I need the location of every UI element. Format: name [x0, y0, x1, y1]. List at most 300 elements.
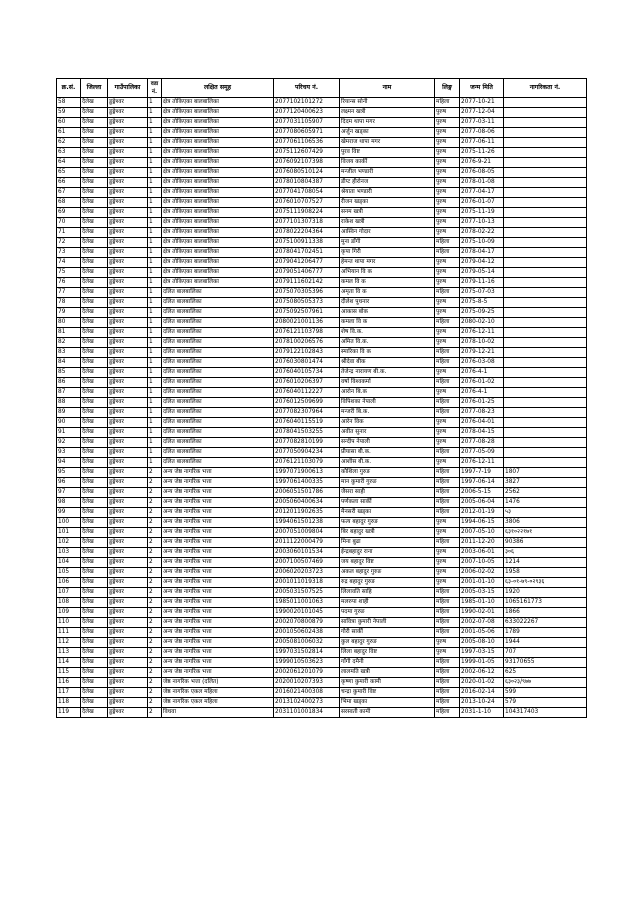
cell-sn: 83 — [57, 348, 81, 358]
cell-sn: 82 — [57, 338, 81, 348]
cell-ward: 1 — [148, 298, 162, 308]
cell-ward: 1 — [148, 98, 162, 108]
cell-gender: पुरुष — [435, 108, 460, 118]
cell-dob: 1990-02-01 — [460, 608, 504, 618]
cell-name: लालमति खत्री — [340, 668, 435, 678]
cell-municipality: डुङ्गेश्वर — [108, 258, 148, 268]
cell-target-group: दलित बालबालिका — [162, 458, 274, 468]
cell-sn: 88 — [57, 398, 81, 408]
cell-gender: पुरुष — [435, 308, 460, 318]
cell-ward: 1 — [148, 448, 162, 458]
cell-target-group: क्षेत्र तोकिएका बालबालिका — [162, 238, 274, 248]
cell-district: दैलेख — [81, 298, 108, 308]
cell-dob: 2005-03-15 — [460, 588, 504, 598]
cell-name: राकेश खत्री — [340, 218, 435, 228]
cell-name: वर्षा विश्वकर्मा — [340, 378, 435, 388]
cell-target-group: अन्य जेष्ठ नागरिक भत्ता — [162, 568, 274, 578]
table-row — [57, 138, 587, 148]
cell-dob: 2077-10-13 — [460, 218, 504, 228]
cell-ward: 2 — [148, 688, 162, 698]
cell-dob: 2031-1-10 — [460, 708, 504, 718]
table-row — [57, 358, 587, 368]
cell-district: दैलेख — [81, 558, 108, 568]
cell-dob: 2075-10-09 — [460, 238, 504, 248]
table-row — [57, 298, 587, 308]
cell-dob: 2006-02-02 — [460, 568, 504, 578]
cell-sn: 113 — [57, 648, 81, 658]
cell-name: श्रेयाता भण्डारी — [340, 188, 435, 198]
cell-id-no: 2007051009804 — [274, 528, 340, 538]
cell-citizenship: 3827 — [504, 478, 587, 488]
cell-district: दैलेख — [81, 618, 108, 628]
table-row — [57, 698, 587, 708]
cell-municipality: डुङ्गेश्वर — [108, 658, 148, 668]
cell-municipality: डुङ्गेश्वर — [108, 418, 148, 428]
cell-gender: पुरुष — [435, 188, 460, 198]
header-citizenship: नागरिकता नं. — [504, 79, 587, 98]
cell-gender: पुरुष — [435, 278, 460, 288]
cell-target-group: दलित बालबालिका — [162, 408, 274, 418]
cell-id-no: 2006020203723 — [274, 568, 340, 578]
cell-sn: 93 — [57, 448, 81, 458]
cell-citizenship — [504, 298, 587, 308]
cell-target-group: अन्य जेष्ठ नागरिक भत्ता — [162, 468, 274, 478]
cell-gender: महिला — [435, 668, 460, 678]
cell-id-no: 2077031105907 — [274, 118, 340, 128]
cell-target-group: क्षेत्र तोकिएका बालबालिका — [162, 268, 274, 278]
cell-municipality: डुङ्गेश्वर — [108, 98, 148, 108]
cell-id-no: 2076040112227 — [274, 388, 340, 398]
cell-citizenship — [504, 238, 587, 248]
cell-name: स्मारिका वि क — [340, 348, 435, 358]
cell-ward: 2 — [148, 468, 162, 478]
cell-dob: 2011-12-20 — [460, 538, 504, 548]
cell-citizenship: 2562 — [504, 488, 587, 498]
cell-citizenship: 1958 — [504, 568, 587, 578]
header-sn: क्र.सं. — [57, 79, 81, 98]
table-row — [57, 248, 587, 258]
cell-sn: 100 — [57, 518, 81, 528]
cell-municipality: डुङ्गेश्वर — [108, 148, 148, 158]
cell-citizenship — [504, 358, 587, 368]
cell-sn: 58 — [57, 98, 81, 108]
cell-citizenship — [504, 98, 587, 108]
cell-municipality: डुङ्गेश्वर — [108, 208, 148, 218]
table-header-row — [57, 79, 587, 98]
cell-dob: 2077-05-09 — [460, 448, 504, 458]
cell-citizenship — [504, 278, 587, 288]
cell-sn: 59 — [57, 108, 81, 118]
cell-target-group: क्षेत्र तोकिएका बालबालिका — [162, 258, 274, 268]
cell-id-no: 2001050602438 — [274, 628, 340, 638]
cell-citizenship — [504, 328, 587, 338]
cell-district: दैलेख — [81, 678, 108, 688]
cell-target-group: क्षेत्र तोकिएका बालबालिका — [162, 228, 274, 238]
cell-ward: 1 — [148, 458, 162, 468]
cell-district: दैलेख — [81, 338, 108, 348]
cell-id-no: 2076080510124 — [274, 168, 340, 178]
table-row — [57, 158, 587, 168]
cell-district: दैलेख — [81, 698, 108, 708]
cell-dob: 2079-12-21 — [460, 348, 504, 358]
cell-municipality: डुङ्गेश्वर — [108, 118, 148, 128]
cell-sn: 99 — [57, 508, 81, 518]
cell-name: मैनसरी खड्का — [340, 508, 435, 518]
table-row — [57, 708, 587, 718]
table-row — [57, 568, 587, 578]
cell-id-no: 2080021001136 — [274, 318, 340, 328]
header-name: नाम — [340, 79, 435, 98]
header-ward: वडा नं. — [148, 79, 162, 98]
cell-gender: महिला — [435, 678, 460, 688]
cell-ward: 2 — [148, 628, 162, 638]
cell-name: जय बहादुर विष्ट — [340, 558, 435, 568]
cell-id-no: 2005081006032 — [274, 638, 340, 648]
cell-municipality: डुङ्गेश्वर — [108, 198, 148, 208]
cell-sn: 78 — [57, 298, 81, 308]
cell-district: दैलेख — [81, 388, 108, 398]
cell-sn: 101 — [57, 528, 81, 538]
cell-ward: 2 — [148, 698, 162, 708]
cell-dob: 2077-08-28 — [460, 438, 504, 448]
cell-name: विपिशका नेपाली — [340, 398, 435, 408]
cell-municipality: डुङ्गेश्वर — [108, 218, 148, 228]
cell-target-group: अन्य जेष्ठ नागरिक भत्ता — [162, 658, 274, 668]
cell-id-no: 2012011902635 — [274, 508, 340, 518]
cell-district: दैलेख — [81, 668, 108, 678]
cell-gender: पुरुष — [435, 368, 460, 378]
cell-municipality: डुङ्गेश्वर — [108, 548, 148, 558]
cell-name: मलरुपा शाही — [340, 598, 435, 608]
table-row — [57, 638, 587, 648]
cell-id-no: 2076030801474 — [274, 358, 340, 368]
cell-target-group: अन्य जेष्ठ नागरिक भत्ता — [162, 628, 274, 638]
cell-name: गाँगी दमैनी — [340, 658, 435, 668]
cell-target-group: दलित बालबालिका — [162, 358, 274, 368]
cell-id-no: 2003060101534 — [274, 548, 340, 558]
table-row — [57, 418, 587, 428]
cell-target-group: अन्य जेष्ठ नागरिक भत्ता — [162, 618, 274, 628]
cell-citizenship — [504, 418, 587, 428]
cell-name: बिर बहादुर खत्री — [340, 528, 435, 538]
cell-ward: 1 — [148, 218, 162, 228]
cell-municipality: डुङ्गेश्वर — [108, 478, 148, 488]
cell-dob: 2020-01-02 — [460, 678, 504, 688]
cell-dob: 2079-05-14 — [460, 268, 504, 278]
cell-ward: 1 — [148, 348, 162, 358]
cell-district: दैलेख — [81, 488, 108, 498]
cell-gender: पुरुष — [435, 338, 460, 348]
cell-dob: 1985-01-10 — [460, 598, 504, 608]
cell-sn: 87 — [57, 388, 81, 398]
cell-municipality: डुङ्गेश्वर — [108, 158, 148, 168]
cell-target-group: दलित बालबालिका — [162, 418, 274, 428]
cell-dob: 2077-06-11 — [460, 138, 504, 148]
cell-name: लिलावति साहि — [340, 588, 435, 598]
cell-citizenship — [504, 178, 587, 188]
table-row — [57, 98, 587, 108]
cell-gender: पुरुष — [435, 438, 460, 448]
cell-municipality: डुङ्गेश्वर — [108, 668, 148, 678]
cell-name: मन्जील भण्डारी — [340, 168, 435, 178]
cell-district: दैलेख — [81, 128, 108, 138]
cell-ward: 1 — [148, 188, 162, 198]
cell-municipality: डुङ्गेश्वर — [108, 488, 148, 498]
cell-citizenship — [504, 458, 587, 468]
cell-dob: 2078-01-08 — [460, 178, 504, 188]
cell-id-no: 2002070800879 — [274, 618, 340, 628]
cell-municipality: डुङ्गेश्वर — [108, 508, 148, 518]
cell-target-group: दलित बालबालिका — [162, 448, 274, 458]
cell-gender: पुरुष — [435, 578, 460, 588]
table-row — [57, 548, 587, 558]
cell-dob: 2076-12-11 — [460, 458, 504, 468]
cell-citizenship: ५३ — [504, 508, 587, 518]
cell-gender: पुरुष — [435, 298, 460, 308]
table-row — [57, 538, 587, 548]
cell-target-group: क्षेत्र तोकिएका बालबालिका — [162, 208, 274, 218]
cell-ward: 2 — [148, 528, 162, 538]
cell-name: फत्य बहादुर गुरुङ — [340, 518, 435, 528]
cell-id-no: 2001011019318 — [274, 578, 340, 588]
table-row — [57, 458, 587, 468]
cell-ward: 2 — [148, 518, 162, 528]
cell-id-no: 1997061400335 — [274, 478, 340, 488]
cell-sn: 74 — [57, 258, 81, 268]
cell-citizenship: 1807 — [504, 468, 587, 478]
cell-name: आकास बोक — [340, 308, 435, 318]
cell-citizenship: 1944 — [504, 638, 587, 648]
table-row — [57, 598, 587, 608]
cell-sn: 102 — [57, 538, 81, 548]
cell-sn: 65 — [57, 168, 81, 178]
cell-municipality: डुङ्गेश्वर — [108, 278, 148, 288]
cell-citizenship — [504, 228, 587, 238]
cell-ward: 1 — [148, 108, 162, 118]
cell-id-no: 1997031502814 — [274, 648, 340, 658]
cell-sn: 62 — [57, 138, 81, 148]
cell-id-no: 2005031507525 — [274, 588, 340, 598]
cell-name: आस्विन गोदार — [340, 228, 435, 238]
cell-sn: 68 — [57, 198, 81, 208]
cell-name: पुरव विष्ट — [340, 148, 435, 158]
table-row — [57, 488, 587, 498]
cell-citizenship — [504, 338, 587, 348]
cell-district: दैलेख — [81, 498, 108, 508]
cell-district: दैलेख — [81, 98, 108, 108]
cell-sn: 72 — [57, 238, 81, 248]
cell-ward: 2 — [148, 668, 162, 678]
cell-sn: 119 — [57, 708, 81, 718]
cell-ward: 2 — [148, 598, 162, 608]
cell-citizenship — [504, 168, 587, 178]
cell-district: दैलेख — [81, 398, 108, 408]
cell-municipality: डुङ्गेश्वर — [108, 528, 148, 538]
cell-sn: 70 — [57, 218, 81, 228]
cell-municipality: डुङ्गेश्वर — [108, 298, 148, 308]
cell-target-group: अन्य जेष्ठ नागरिक भत्ता — [162, 598, 274, 608]
cell-id-no: 2013102400273 — [274, 698, 340, 708]
cell-sn: 104 — [57, 558, 81, 568]
cell-gender: पुरुष — [435, 638, 460, 648]
table-row — [57, 578, 587, 588]
cell-municipality: डुङ्गेश्वर — [108, 338, 148, 348]
cell-dob: 2078-10-02 — [460, 338, 504, 348]
cell-dob: 2076-01-07 — [460, 198, 504, 208]
cell-gender: महिला — [435, 538, 460, 548]
cell-gender: पुरुष — [435, 388, 460, 398]
cell-district: दैलेख — [81, 688, 108, 698]
cell-dob: 2016-02-14 — [460, 688, 504, 698]
cell-ward: 2 — [148, 538, 162, 548]
cell-citizenship — [504, 368, 587, 378]
cell-id-no: 2077061106536 — [274, 138, 340, 148]
cell-sn: 66 — [57, 178, 81, 188]
cell-district: दैलेख — [81, 658, 108, 668]
cell-ward: 2 — [148, 648, 162, 658]
cell-sn: 79 — [57, 308, 81, 318]
cell-sn: 95 — [57, 468, 81, 478]
cell-gender: पुरुष — [435, 548, 460, 558]
cell-id-no: 2076012509699 — [274, 398, 340, 408]
cell-target-group: क्षेत्र तोकिएका बालबालिका — [162, 218, 274, 228]
cell-ward: 1 — [148, 138, 162, 148]
cell-citizenship — [504, 208, 587, 218]
table-row — [57, 468, 587, 478]
cell-district: दैलेख — [81, 448, 108, 458]
cell-municipality: डुङ्गेश्वर — [108, 388, 148, 398]
cell-citizenship — [504, 158, 587, 168]
cell-ward: 1 — [148, 418, 162, 428]
cell-citizenship — [504, 268, 587, 278]
cell-district: दैलेख — [81, 358, 108, 368]
cell-dob: 2075-11-19 — [460, 208, 504, 218]
cell-name: विजय कार्की — [340, 158, 435, 168]
cell-id-no: 2077101307318 — [274, 218, 340, 228]
cell-district: दैलेख — [81, 178, 108, 188]
cell-ward: 1 — [148, 198, 162, 208]
cell-district: दैलेख — [81, 588, 108, 598]
header-dob: जन्म मिति — [460, 79, 504, 98]
table-row — [57, 408, 587, 418]
cell-sn: 110 — [57, 618, 81, 628]
cell-gender: पुरुष — [435, 258, 460, 268]
cell-district: दैलेख — [81, 538, 108, 548]
cell-district: दैलेख — [81, 508, 108, 518]
cell-name: सरस्वती कामी — [340, 708, 435, 718]
table-row — [57, 108, 587, 118]
cell-municipality: डुङ्गेश्वर — [108, 358, 148, 368]
cell-target-group: क्षेत्र तोकिएका बालबालिका — [162, 98, 274, 108]
cell-municipality: डुङ्गेश्वर — [108, 128, 148, 138]
cell-citizenship — [504, 288, 587, 298]
cell-id-no: 2075070305396 — [274, 288, 340, 298]
cell-ward: 2 — [148, 478, 162, 488]
cell-ward: 2 — [148, 568, 162, 578]
cell-ward: 1 — [148, 258, 162, 268]
cell-sn: 118 — [57, 698, 81, 708]
cell-gender: महिला — [435, 408, 460, 418]
cell-target-group: दलित बालबालिका — [162, 318, 274, 328]
cell-district: दैलेख — [81, 108, 108, 118]
cell-name: रियान्स सोनी — [340, 98, 435, 108]
cell-district: दैलेख — [81, 278, 108, 288]
cell-name: प्रीयासा बी.क. — [340, 448, 435, 458]
cell-id-no: 2077082810199 — [274, 438, 340, 448]
cell-sn: 71 — [57, 228, 81, 238]
cell-district: दैलेख — [81, 598, 108, 608]
cell-name: आशीस बी.क. — [340, 458, 435, 468]
cell-gender: महिला — [435, 698, 460, 708]
cell-dob: 2076-4-1 — [460, 388, 504, 398]
cell-gender: महिला — [435, 318, 460, 328]
cell-district: दैलेख — [81, 708, 108, 718]
cell-name: चन्द्रा कुमारी विष्ट — [340, 688, 435, 698]
cell-district: दैलेख — [81, 408, 108, 418]
cell-sn: 89 — [57, 408, 81, 418]
cell-dob: 2080-02-10 — [460, 318, 504, 328]
table-row — [57, 308, 587, 318]
cell-municipality: डुङ्गेश्वर — [108, 248, 148, 258]
cell-dob: 2076-08-05 — [460, 168, 504, 178]
cell-municipality: डुङ्गेश्वर — [108, 628, 148, 638]
cell-district: दैलेख — [81, 458, 108, 468]
cell-gender: महिला — [435, 608, 460, 618]
cell-target-group: अन्य जेष्ठ नागरिक भत्ता — [162, 668, 274, 678]
cell-gender: महिला — [435, 588, 460, 598]
table-row — [57, 178, 587, 188]
cell-citizenship — [504, 128, 587, 138]
table-row — [57, 498, 587, 508]
cell-municipality: डुङ्गेश्वर — [108, 288, 148, 298]
cell-id-no: 2076010206397 — [274, 378, 340, 388]
cell-target-group: दलित बालबालिका — [162, 368, 274, 378]
cell-name: सनम खत्री — [340, 208, 435, 218]
cell-municipality: डुङ्गेश्वर — [108, 518, 148, 528]
cell-municipality: डुङ्गेश्वर — [108, 708, 148, 718]
cell-dob: 2007-05-10 — [460, 528, 504, 538]
cell-citizenship — [504, 318, 587, 328]
cell-gender: महिला — [435, 688, 460, 698]
cell-citizenship — [504, 408, 587, 418]
cell-municipality: डुङ्गेश्वर — [108, 688, 148, 698]
table-row — [57, 618, 587, 628]
cell-id-no: 2075112607429 — [274, 148, 340, 158]
cell-gender: पुरुष — [435, 148, 460, 158]
cell-citizenship — [504, 348, 587, 358]
cell-name: ईन्द्रबहादुर राना — [340, 548, 435, 558]
cell-municipality: डुङ्गेश्वर — [108, 408, 148, 418]
table-row — [57, 528, 587, 538]
cell-sn: 67 — [57, 188, 81, 198]
cell-citizenship: ६३-०१-७९-०२९३६ — [504, 578, 587, 588]
cell-target-group: जेष्ठ नागरिक एकल महिला — [162, 688, 274, 698]
cell-id-no: 2076092107398 — [274, 158, 340, 168]
cell-dob: 2076-01-02 — [460, 378, 504, 388]
cell-sn: 61 — [57, 128, 81, 138]
cell-target-group: अन्य जेष्ठ नागरिक भत्ता — [162, 588, 274, 598]
cell-name: रीजन खड्का — [340, 198, 435, 208]
cell-id-no: 2016021400308 — [274, 688, 340, 698]
cell-name: हेमन्त थापा मगर — [340, 258, 435, 268]
table-row — [57, 448, 587, 458]
cell-gender: महिला — [435, 398, 460, 408]
cell-ward: 2 — [148, 558, 162, 568]
cell-target-group: दलित बालबालिका — [162, 328, 274, 338]
cell-target-group: अन्य जेष्ठ नागरिक भत्ता — [162, 498, 274, 508]
cell-ward: 1 — [148, 278, 162, 288]
cell-citizenship — [504, 308, 587, 318]
